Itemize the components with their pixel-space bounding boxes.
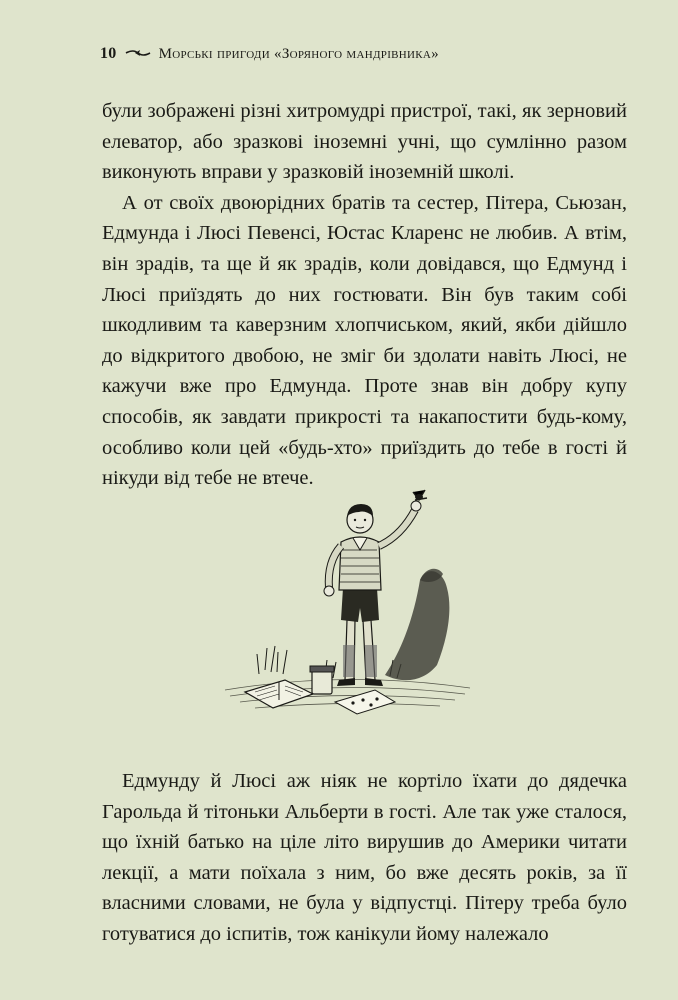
paragraph: були зображені різні хитромудрі пристрої, такі, як зерновий елеватор, або зразкові іноземні учні, що сумлінно разом виконують вправи у зразковій іноземній школі.	[102, 100, 627, 184]
page-header	[100, 42, 439, 66]
paragraph: А от своїх двоюрідних братів та сестер, Пітера, Сьюзан, Едмунда і Люсі Певенсі, Юстас Кларенс не любив. А втім, він зрадів, та ще й як зрадів, коли довідався, що Едмунд і Люсі приїздять до них гостювати. Він був таким собі шкодливим та каверзним хлопчиськом, який, якби дійшло до відкритого двобою, не зміг би здолати навіть Люсі, не кажучи вже про Едмунда. Проте знав він добру купу способів, як завдати прикрості та накапостити будь-кому, особливо коли цей «будь-хто» приїздить до тебе в гості й нікуди від тебе не втече.	[102, 191, 627, 490]
page-number: 10	[100, 45, 117, 62]
running-title: Морські пригоди «Зоряного мандрівника»	[158, 45, 439, 62]
boy-illustration	[215, 470, 480, 725]
text-block-top	[102, 96, 627, 494]
paragraph: Едмунду й Люсі аж ніяк не кортіло їхати до дядечка Гарольда й тітоньки Альберти в гості. Але так уже сталося, що їхній батько на ціле літо вирушив до Америки читати лекції, а мати поїхала з ним, бо вже десять років, за її власними словами, не була у відпустці. Пітеру треба було готуватися до іспитів, тож канікули йому належало	[102, 770, 627, 945]
leaf-flourish-icon	[125, 46, 151, 63]
text-block-bottom	[102, 766, 627, 950]
